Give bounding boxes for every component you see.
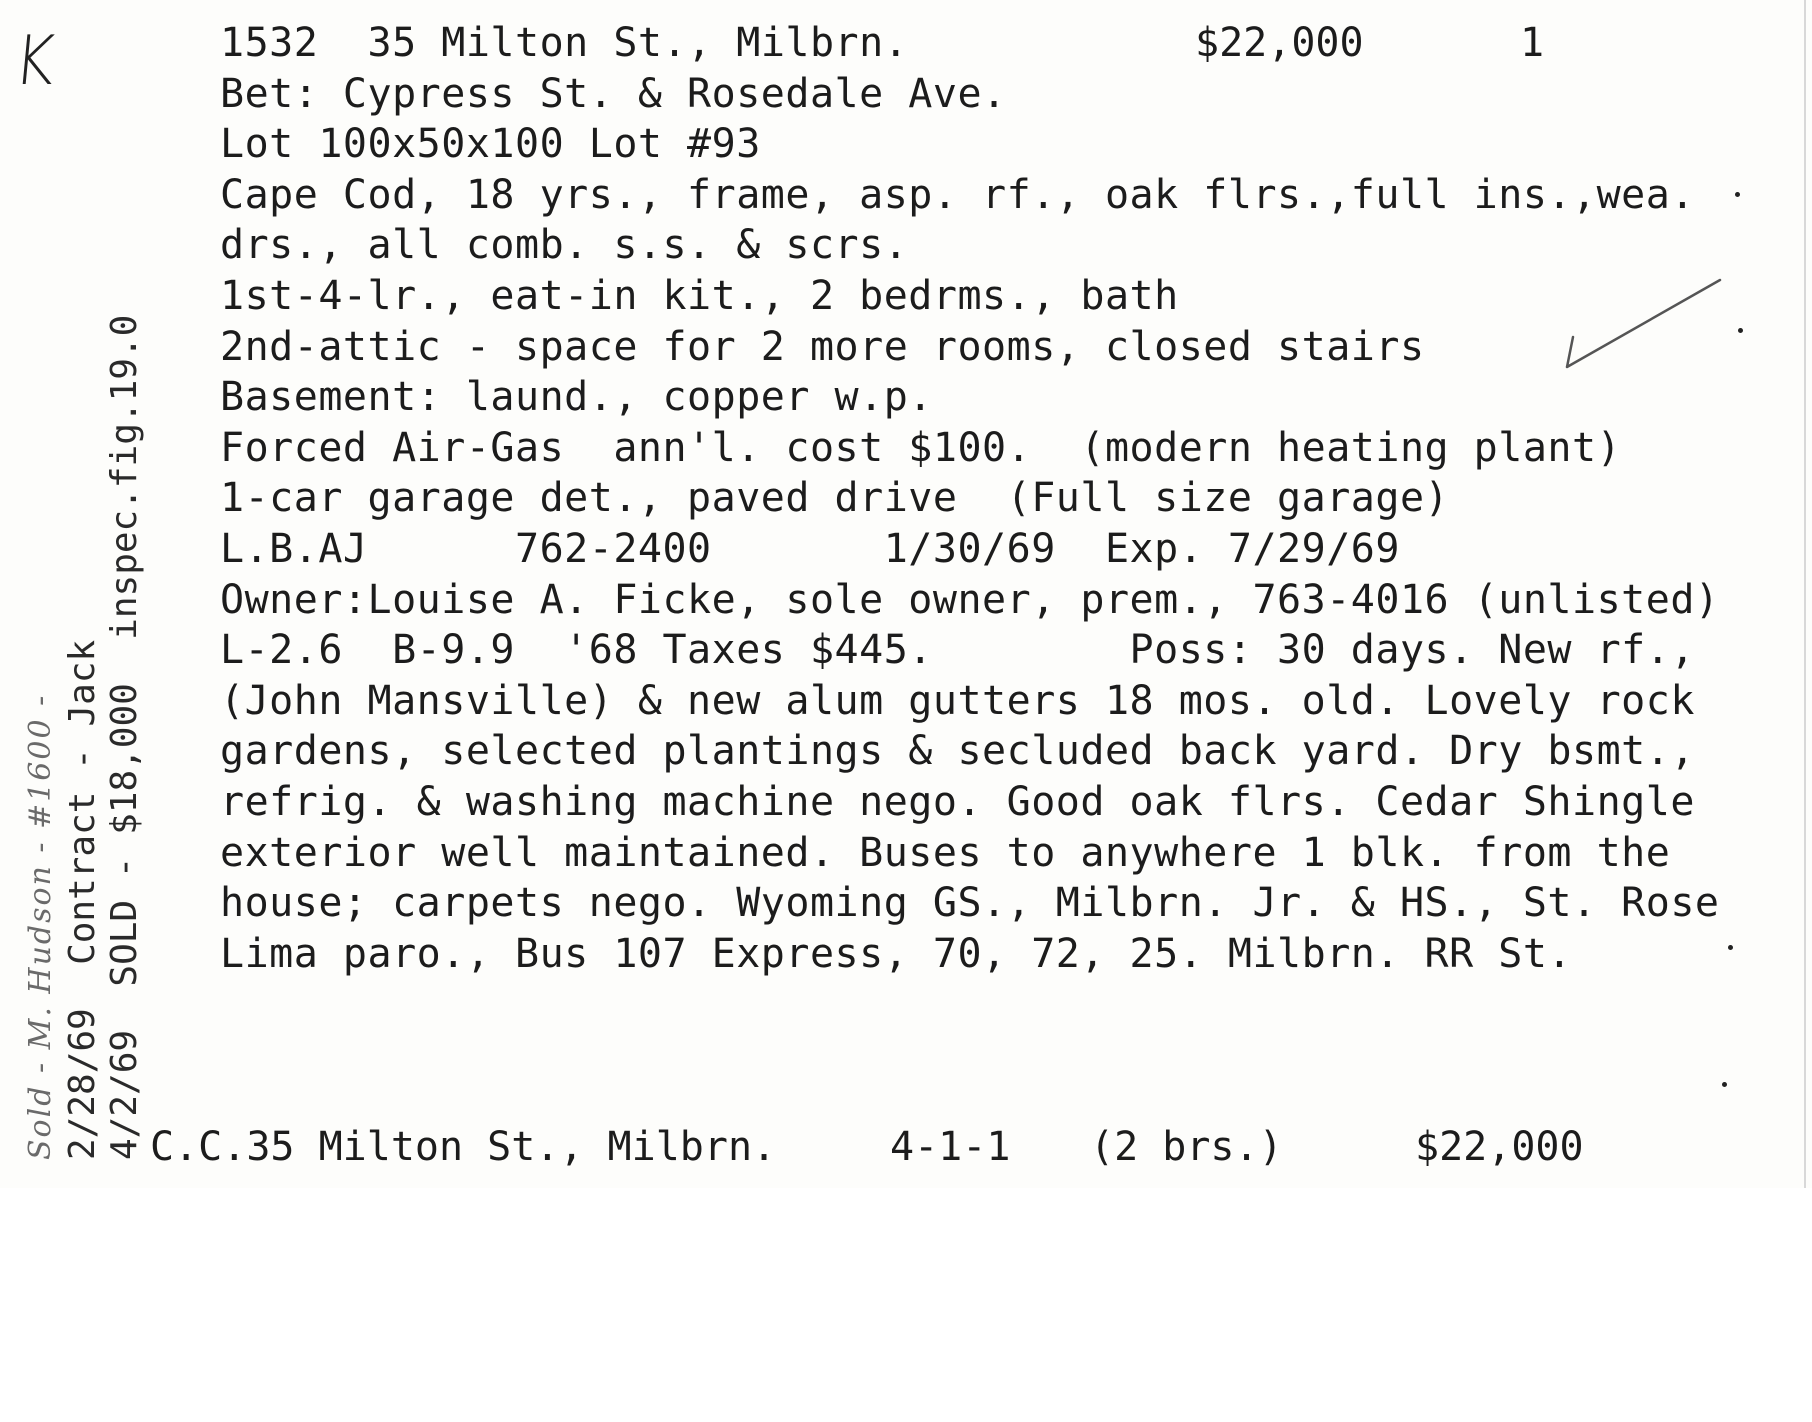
footer-price: $22,000	[1415, 1124, 1584, 1170]
listing-line: Basement: laund., copper w.p.	[220, 374, 933, 421]
footer-code: C.C.35 Milton St., Milbrn.	[150, 1124, 777, 1170]
footer-bedrooms: (2 brs.)	[1090, 1124, 1283, 1170]
listing-line: 1-car garage det., paved drive (Full size garage)	[220, 475, 1450, 522]
listing-line: L-2.6 B-9.9 '68 Taxes $445. Poss: 30 days. New rf.,	[220, 627, 1695, 674]
listing-line: Bet: Cypress St. & Rosedale Ave.	[220, 70, 1007, 117]
listing-line: drs., all comb. s.s. & scrs.	[220, 222, 909, 269]
typed-listing-body	[220, 18, 1780, 979]
listing-line: 1st-4-lr., eat-in kit., 2 bedrms., bath	[220, 272, 1179, 319]
listing-line: L.B.AJ 762-2400 1/30/69 Exp. 7/29/69	[220, 525, 1400, 572]
corner-letter: K	[10, 22, 59, 101]
listing-line: (John Mansville) & new alum gutters 18 mos. old. Lovely rock	[220, 677, 1695, 724]
sold-note: 4/2/69 SOLD - $18,000 inspec.fig.19.0	[104, 314, 145, 1160]
listing-line: Lima paro., Bus 107 Express, 70, 72, 25. Milbrn. RR St.	[220, 930, 1573, 977]
listing-line: 2nd-attic - space for 2 more rooms, closed stairs	[220, 323, 1425, 370]
footer-rooms: 4-1-1	[890, 1124, 1011, 1170]
margin-notes	[20, 160, 146, 1160]
handwritten-sold-note: Sold - M. Hudson - #1600 -	[23, 693, 58, 1160]
listing-line: Lot 100x50x100 Lot #93	[220, 121, 761, 168]
listing-line: house; carpets nego. Wyoming GS., Milbrn. Jr. & HS., St. Rose	[220, 880, 1720, 927]
listing-line: exterior well maintained. Buses to anywhere 1 blk. from the	[220, 829, 1671, 876]
listing-number: 1532	[220, 20, 319, 66]
card-edge	[1804, 0, 1806, 1188]
contract-note: 2/28/69 Contract - Jack	[62, 639, 103, 1160]
speck-mark	[1722, 1082, 1727, 1087]
footer-line	[150, 1122, 1584, 1172]
listing-line: Forced Air-Gas ann'l. cost $100. (modern heating plant)	[220, 424, 1622, 471]
listing-line: gardens, selected plantings & secluded back yard. Dry bsmt.,	[220, 728, 1695, 775]
checkmark-icon	[1555, 275, 1735, 385]
listing-line: refrig. & washing machine nego. Good oak flrs. Cedar Shingle	[220, 778, 1695, 825]
listing-address: 35 Milton St., Milbrn.	[367, 20, 909, 66]
speck-mark	[1735, 192, 1740, 197]
speck-mark	[1728, 945, 1733, 950]
header-line	[220, 18, 1780, 69]
header-price: $22,000	[1195, 20, 1364, 66]
page-number: 1	[1520, 20, 1545, 66]
listing-line: Cape Cod, 18 yrs., frame, asp. rf., oak flrs.,full ins.,wea.	[220, 171, 1695, 218]
speck-mark	[1738, 328, 1743, 333]
listing-line: Owner:Louise A. Ficke, sole owner, prem., 763-4016 (unlisted)	[220, 576, 1720, 623]
